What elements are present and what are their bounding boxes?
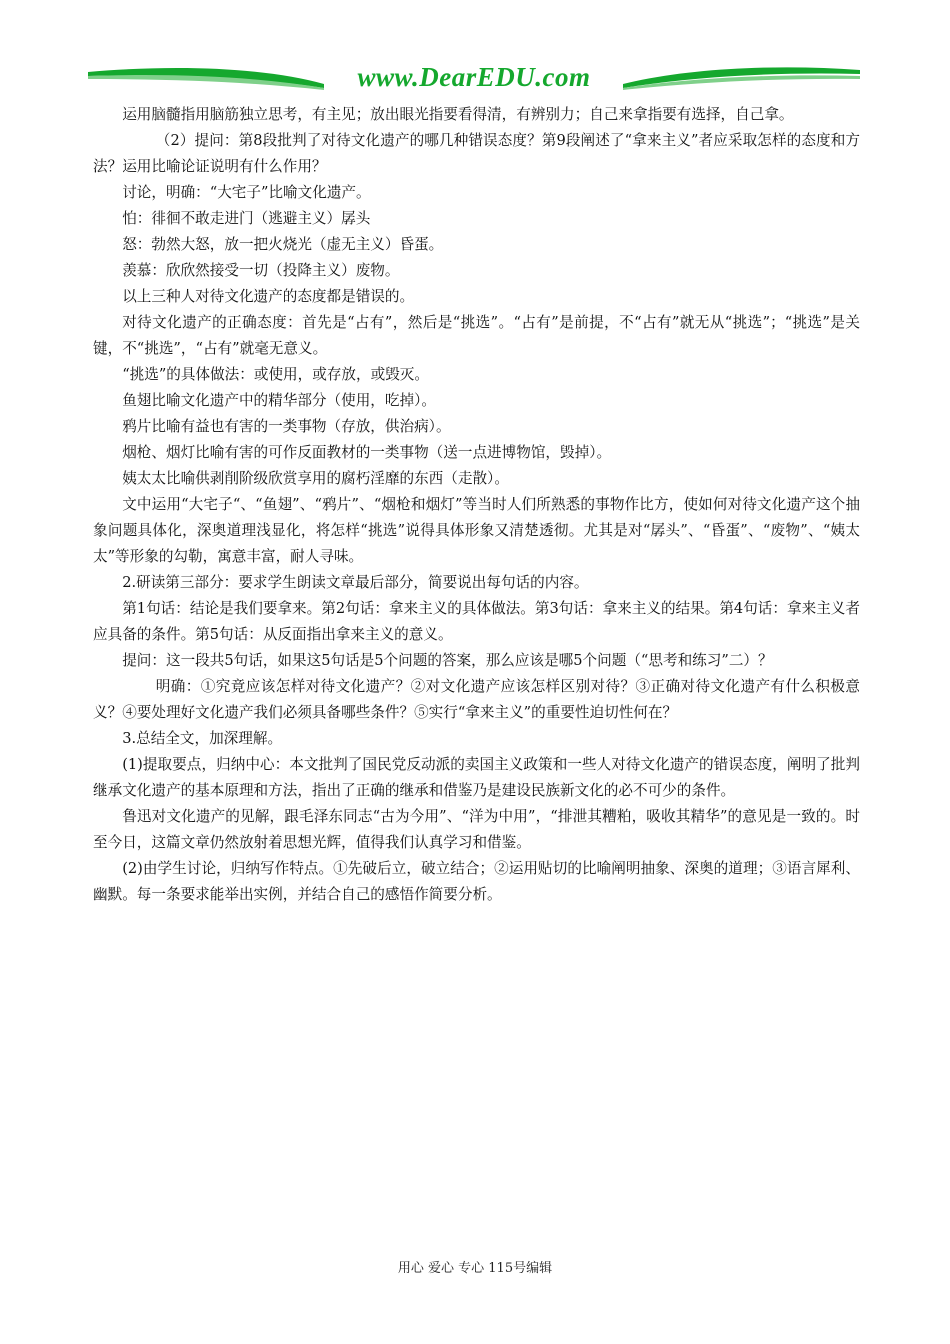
paragraph: 提问：这一段共5句话，如果这5句话是5个问题的答案，那么应该是哪5个问题（“思考和练习”二）？	[122, 652, 773, 669]
paragraph: 文中运用“大宅子“、“鱼翅”、“鸦片”、“烟枪和烟灯”等当时人们所熟悉的事物作比方，使如何对待文化遗产这个抽象问题具体化，深奥道理浅显化，将怎样“挑选”说得具体形象又清楚透彻。尤其是对“孱头”、“昏蛋”、“废物”、“姨太太”等形象的勾勒，寓意丰富，耐人寻味。	[93, 496, 860, 565]
paragraph: 第1句话：结论是我们要拿来。第2句话：拿来主义的具体做法。第3句话：拿来主义的结果。第4句话：拿来主义者应具备的条件。第5句话：从反面指出拿来主义的意义。	[93, 600, 860, 643]
paragraph: 鱼翅比喻文化遗产中的精华部分（使用，吃掉）。	[122, 392, 436, 409]
paragraph: 2.研读第三部分：要求学生朗读文章最后部分，简要说出每句话的内容。	[122, 574, 589, 591]
paragraph: 姨太太比喻供剥削阶级欣赏享用的腐朽淫靡的东西（走散）。	[122, 470, 509, 487]
paragraph: 怕：徘徊不敢走进门（逃避主义）孱头	[122, 210, 371, 227]
paragraph: 运用脑髓指用脑筋独立思考，有主见；放出眼光指要看得清，有辨别力；自己来拿指要有选择，自己拿。	[122, 106, 794, 123]
paragraph: 羡慕：欣欣然接受一切（投降主义）废物。	[122, 262, 400, 279]
paragraph: 3.总结全文，加深理解。	[122, 730, 283, 747]
page-header	[88, 60, 860, 98]
document-body	[93, 102, 860, 908]
paragraph: 明确：①究竟应该怎样对待文化遗产？②对文化遗产应该怎样区别对待？③正确对待文化遗产有什么积极意义？④要处理好文化遗产我们必须具备哪些条件？⑤实行“拿来主义”的重要性迫切性何在？	[93, 678, 860, 721]
paragraph: 鸦片比喻有益也有害的一类事物（存放，供治病）。	[122, 418, 451, 435]
paragraph: 讨论，明确：“大宅子”比喻文化遗产。	[122, 184, 371, 201]
paragraph: 鲁迅对文化遗产的见解，跟毛泽东同志“古为今用”、“洋为中用”，“排泄其糟粕，吸收其精华”的意见是一致的。时至今日，这篇文章仍然放射着思想光辉，值得我们认真学习和借鉴。	[93, 808, 860, 851]
paragraph: 怒：勃然大怒，放一把火烧光（虚无主义）昏蛋。	[122, 236, 444, 253]
paragraph: 以上三种人对待文化遗产的态度都是错误的。	[122, 288, 415, 305]
paragraph: （2）提问：第8段批判了对待文化遗产的哪几种错误态度？第9段阐述了“拿来主义”者应采取怎样的态度和方法？运用比喻论证说明有什么作用？	[93, 132, 860, 175]
paragraph: 烟枪、烟灯比喻有害的可作反面教材的一类事物（送一点进博物馆，毁掉）。	[122, 444, 612, 461]
paragraph: 对待文化遗产的正确态度：首先是“占有”，然后是“挑选”。“占有”是前提，不“占有”就无从“挑选”；“挑选”是关键，不“挑选”，“占有”就毫无意义。	[93, 314, 860, 357]
paragraph: (2)由学生讨论，归纳写作特点。①先破后立，破立结合；②运用贴切的比喻阐明抽象、深奥的道理；③语言犀利、幽默。每一条要求能举出实例，并结合自己的感悟作简要分析。	[93, 860, 860, 903]
paragraph: (1)提取要点，归纳中心：本文批判了国民党反动派的卖国主义政策和一些人对待文化遗产的错误态度，阐明了批判继承文化遗产的基本原理和方法，指出了正确的继承和借鉴乃是建设民族新文化的必不可少的条件。	[93, 756, 860, 799]
page-footer: 用心 爱心 专心 115号编辑	[397, 1261, 553, 1276]
site-logo-text: www.DearEDU.com	[357, 62, 591, 92]
paragraph: “挑选”的具体做法：或使用，或存放，或毁灭。	[122, 366, 429, 383]
